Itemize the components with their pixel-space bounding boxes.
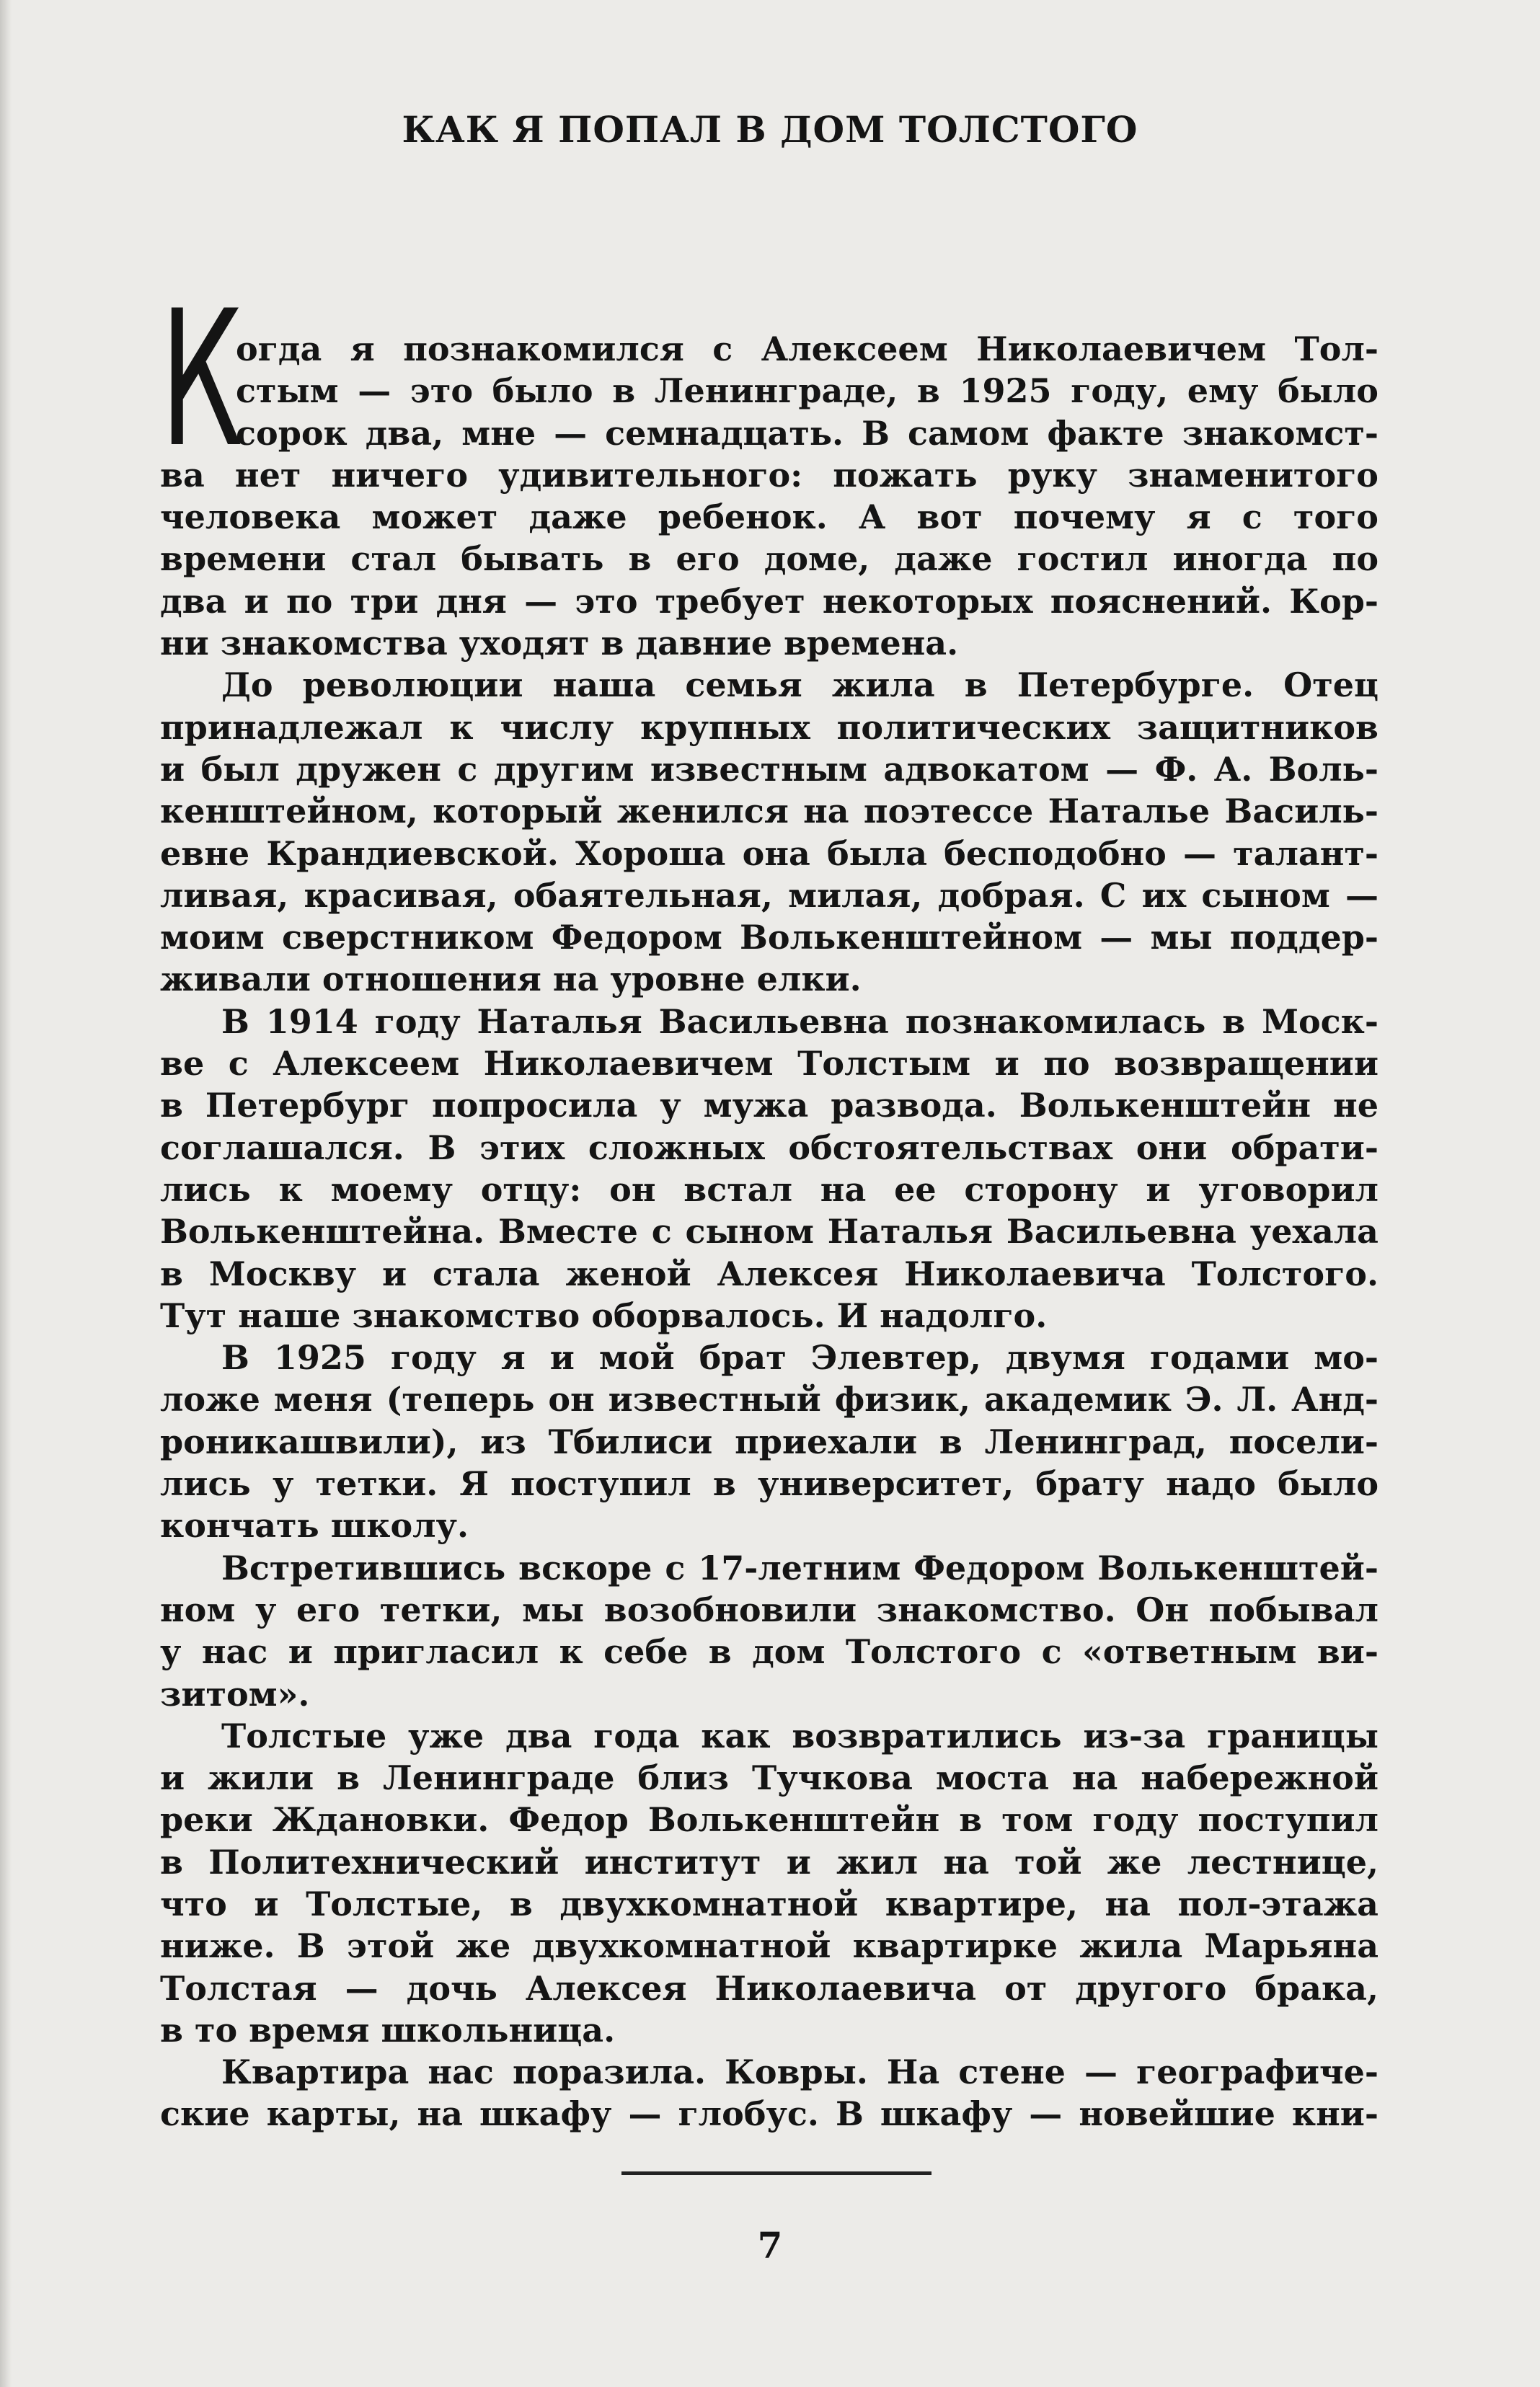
text-line: ном у его тетки, мы возобновили знакомство. Он побывал	[160, 1590, 1379, 1629]
text-line: ва нет ничего удивительного: пожать руку знаменитого	[160, 455, 1379, 495]
text-line: ниже. В этой же двухкомнатной квартирке жила Марьяна	[160, 1926, 1379, 1966]
text-line: человека может даже ребенок. А вот почему я с того	[160, 497, 1379, 537]
text-line: в Москву и стала женой Алексея Николаевича Толстого.	[160, 1254, 1379, 1293]
text-line: лись у тетки. Я поступил в университет, брату надо было	[160, 1464, 1379, 1504]
chapter-title: КАК Я ПОПАЛ В ДОМ ТОЛСТОГО	[402, 108, 1138, 151]
text-line: евне Крандиевской. Хороша она была бесподобно — талант-	[160, 833, 1379, 873]
text-line: Толстые уже два года как возвратились из-за границы	[221, 1716, 1379, 1755]
text-line: зитом».	[160, 1674, 310, 1714]
text-line: Толстая — дочь Алексея Николаевича от другого брака,	[160, 1968, 1379, 2008]
text-line: Встретившись вскоре с 17-летним Федором Волькенштей-	[221, 1548, 1379, 1587]
text-line: стым — это было в Ленинграде, в 1925 году, ему было	[236, 371, 1379, 411]
text-line: в Политехнический институт и жил на той же лестнице,	[160, 1842, 1379, 1882]
text-line: что и Толстые, в двухкомнатной квартире, на пол-этажа	[160, 1884, 1379, 1923]
text-line: два и по три дня — это требует некоторых пояснений. Кор-	[160, 581, 1379, 621]
text-line: ложе меня (теперь он известный физик, академик Э. Л. Анд-	[160, 1380, 1379, 1420]
text-line: и был дружен с другим известным адвокатом — Ф. А. Воль-	[160, 749, 1379, 789]
text-line: Тут наше знакомство оборвалось. И надолго.	[160, 1296, 1048, 1335]
text-line: моим сверстником Федором Волькенштейном — мы поддер-	[160, 918, 1379, 957]
text-line: живали отношения на уровне елки.	[160, 960, 862, 999]
text-line: роникашвили), из Тбилиси приехали в Ленинград, посели-	[160, 1422, 1379, 1461]
text-line: сорок два, мне — семнадцать. В самом факте знакомст-	[236, 413, 1379, 453]
text-line: ве с Алексеем Николаевичем Толстым и по возвращении	[160, 1044, 1379, 1084]
text-line: времени стал бывать в его доме, даже гостил иногда по	[160, 539, 1379, 579]
text-line: принадлежал к числу крупных политических защитников	[160, 707, 1379, 747]
text-line: лись к моему отцу: он встал на ее сторону и уговорил	[160, 1169, 1379, 1209]
text-line: реки Ждановки. Федор Волькенштейн в том году поступил	[160, 1800, 1379, 1840]
text-line: у нас и пригласил к себе в дом Толстого с «ответным ви-	[160, 1632, 1379, 1672]
text-line: В 1925 году я и мой брат Элевтер, двумя годами мо-	[221, 1338, 1379, 1378]
text-line: ливая, красивая, обаятельная, милая, добрая. С их сыном —	[160, 875, 1379, 915]
text-line: кончать школу.	[160, 1506, 469, 1546]
text-line: Волькенштейна. Вместе с сыном Наталья Васильевна уехала	[160, 1212, 1379, 1252]
text-line: в то время школьница.	[160, 2010, 616, 2050]
page-number: 7	[757, 2224, 783, 2267]
drop-cap: К	[160, 271, 243, 489]
text-line: в Петербург попросила у мужа развода. Волькенштейн не	[160, 1086, 1379, 1125]
page-spine-shadow	[0, 0, 12, 2387]
text-line: и жили в Ленинграде близ Тучкова моста на набережной	[160, 1758, 1379, 1798]
text-line: До революции наша семья жила в Петербурге. Отец	[221, 665, 1379, 705]
footer-rule	[621, 2171, 931, 2175]
text-line: В 1914 году Наталья Васильевна познакомилась в Моск-	[221, 1001, 1379, 1041]
body-text	[160, 271, 1379, 2148]
text-line: ские карты, на шкафу — глобус. В шкафу — новейшие кни-	[160, 2094, 1379, 2134]
text-line: ни знакомства уходят в давние времена.	[160, 624, 959, 663]
text-line: соглашался. В этих сложных обстоятельствах они обрати-	[160, 1128, 1379, 1167]
text-line: кенштейном, который женился на поэтессе Наталье Василь-	[160, 792, 1379, 831]
text-line: огда я познакомился с Алексеем Николаевичем Тол-	[236, 329, 1379, 368]
text-line: Квартира нас поразила. Ковры. На стене — географиче-	[221, 2052, 1379, 2092]
